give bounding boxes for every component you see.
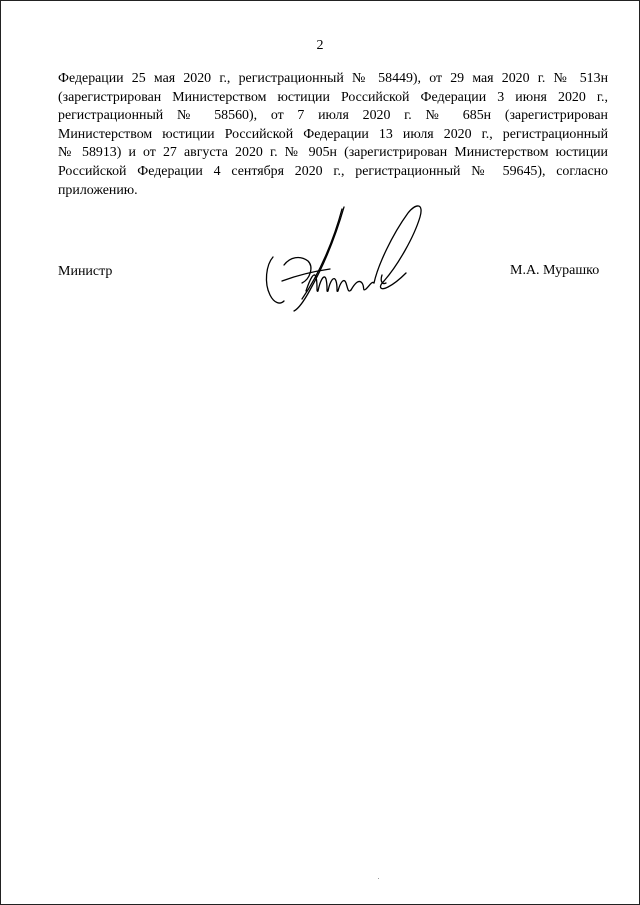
signer-name: М.А. Мурашко (510, 263, 600, 278)
text-line: (зарегистрирован Министерством юстиции Российской Федерации 3 июня 2020 г., (58, 89, 608, 105)
text-line: № 58913) и от 27 августа 2020 г. № 905н (зарегистрирован Министерством юстиции (58, 145, 608, 161)
text-line: Федерации 25 мая 2020 г., регистрационный № 58449), от 29 мая 2020 г. № 513н (58, 71, 608, 86)
page-number: 2 (316, 38, 324, 53)
text-line: регистрационный № 58560), от 7 июля 2020 г. № 685н (зарегистрирован (58, 108, 608, 124)
signer-position: Министр (58, 264, 113, 279)
body-paragraph (58, 70, 608, 200)
text-line: приложению. (58, 182, 138, 198)
scan-speck (378, 878, 379, 879)
text-line: Министерством юстиции Российской Федерации 13 июля 2020 г., регистрационный (58, 126, 608, 142)
text-line: Российской Федерации 4 сентября 2020 г., регистрационный № 59645), согласно (58, 163, 608, 179)
